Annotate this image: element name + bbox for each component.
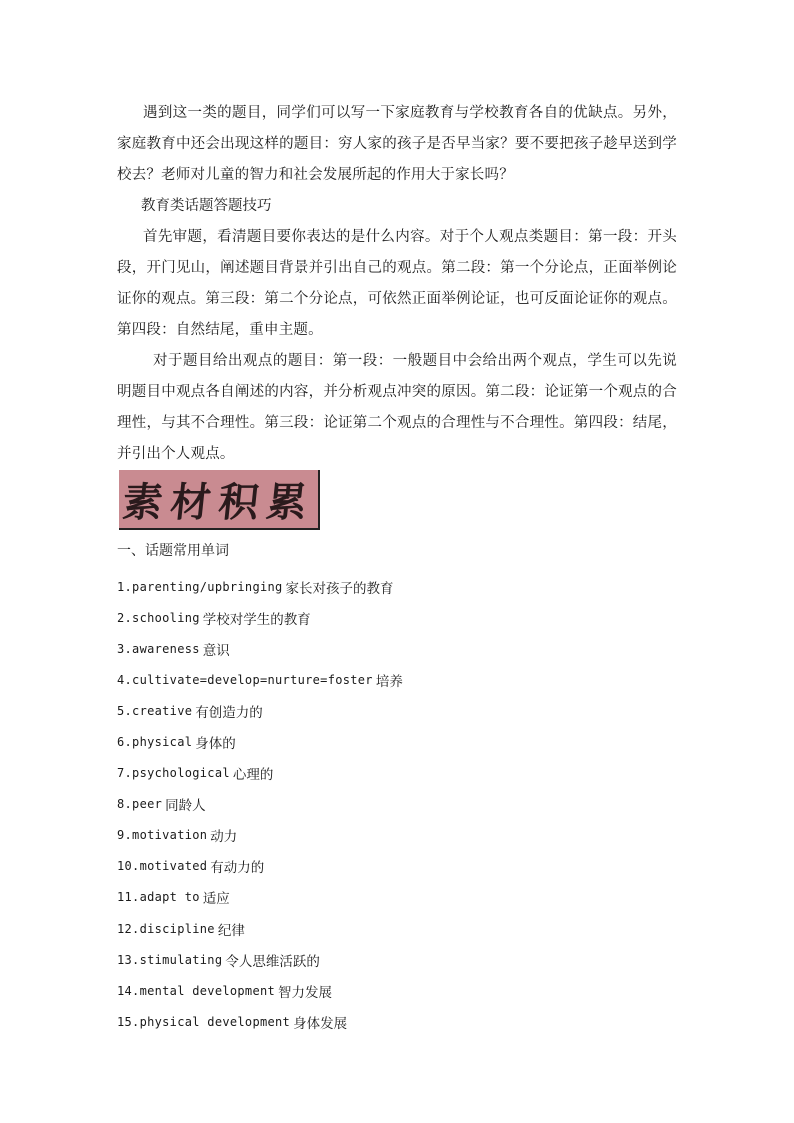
vocab-meaning: 学校对学生的教育 (202, 611, 311, 628)
vocab-meaning: 有创造力的 (195, 704, 263, 721)
tips-heading: 教育类话题答题技巧 (141, 198, 272, 214)
vocab-term: 8.peer (117, 797, 163, 812)
vocab-meaning: 同龄人 (165, 798, 206, 815)
list-item (117, 571, 403, 602)
vocab-term: 4.cultivate=develop=nurture=foster (117, 672, 373, 687)
given-view-paragraph: 对于题目给出观点的题目：第一段：一般题目中会给出两个观点，学生可以先说明题目中观点各自阐述的内容，并分析观点冲突的原因。第二段：论证第一个观点的合理性，与其不合理性。第三段：论证第二个观点的合理性与不合理性。第四段：结尾，并引出个人观点。 (117, 353, 677, 462)
section-banner (119, 470, 320, 530)
list-item (117, 726, 403, 757)
vocab-term: 5.creative (117, 703, 193, 718)
vocab-term: 2.schooling (117, 610, 200, 625)
vocab-meaning: 适应 (202, 891, 230, 908)
list-item (117, 975, 403, 1006)
vocab-term: 3.awareness (117, 641, 200, 656)
vocab-meaning: 身体的 (195, 736, 236, 753)
vocab-term: 1.parenting/upbringing (117, 579, 283, 594)
list-item (117, 1006, 403, 1037)
vocab-meaning: 培养 (375, 673, 403, 690)
list-item (117, 851, 403, 882)
personal-view-paragraph: 首先审题，看清题目要你表达的是什么内容。对于个人观点类题目：第一段：开头段，开门见山，阐述题目背景并引出自己的观点。第二段：第一个分论点，正面举例论证你的观点。第三段：第二个分论点，可依然正面举例论证，也可反面论证你的观点。第四段：自然结尾，重申主题。 (117, 229, 677, 338)
list-item (117, 913, 403, 944)
vocab-meaning: 心理的 (232, 767, 274, 784)
vocab-meaning: 令人思维活跃的 (225, 953, 320, 970)
vocab-term: 11.adapt to (117, 890, 200, 905)
banner-text: 素材积累 (119, 478, 317, 526)
list-item (117, 789, 403, 820)
vocab-term: 10.motivated (117, 859, 208, 874)
list-item (117, 882, 403, 913)
vocab-meaning: 动力 (210, 829, 238, 846)
list-item (117, 944, 403, 975)
vocab-meaning: 家长对孩子的教育 (285, 580, 394, 597)
vocab-term: 7.psychological (117, 766, 230, 781)
list-item (117, 758, 403, 789)
vocab-term: 13.stimulating (117, 952, 223, 967)
vocab-meaning: 有动力的 (210, 860, 265, 877)
list-item (117, 633, 403, 664)
vocab-term: 14.mental development (117, 983, 276, 998)
vocab-meaning: 纪律 (217, 922, 245, 939)
list-item (117, 664, 403, 695)
vocab-section-title: 一、话题常用单词 (117, 543, 229, 559)
list-item (117, 820, 403, 851)
intro-paragraph: 遇到这一类的题目，同学们可以写一下家庭教育与学校教育各自的优缺点。另外，家庭教育中还会出现这样的题目：穷人家的孩子是否早当家？要不要把孩子趁早送到学校去？老师对儿童的智力和社会发展所起的作用大于家长吗？ (117, 105, 677, 183)
vocab-meaning: 身体发展 (293, 1015, 348, 1032)
list-item (117, 695, 403, 726)
vocab-term: 9.motivation (117, 828, 208, 843)
vocab-meaning: 智力发展 (278, 984, 333, 1001)
vocab-term: 6.physical (117, 735, 193, 750)
vocab-term: 12.discipline (117, 921, 215, 936)
vocab-list (117, 571, 403, 1037)
vocab-term: 15.physical development (117, 1014, 291, 1029)
list-item (117, 602, 403, 633)
vocab-meaning: 意识 (202, 642, 230, 659)
